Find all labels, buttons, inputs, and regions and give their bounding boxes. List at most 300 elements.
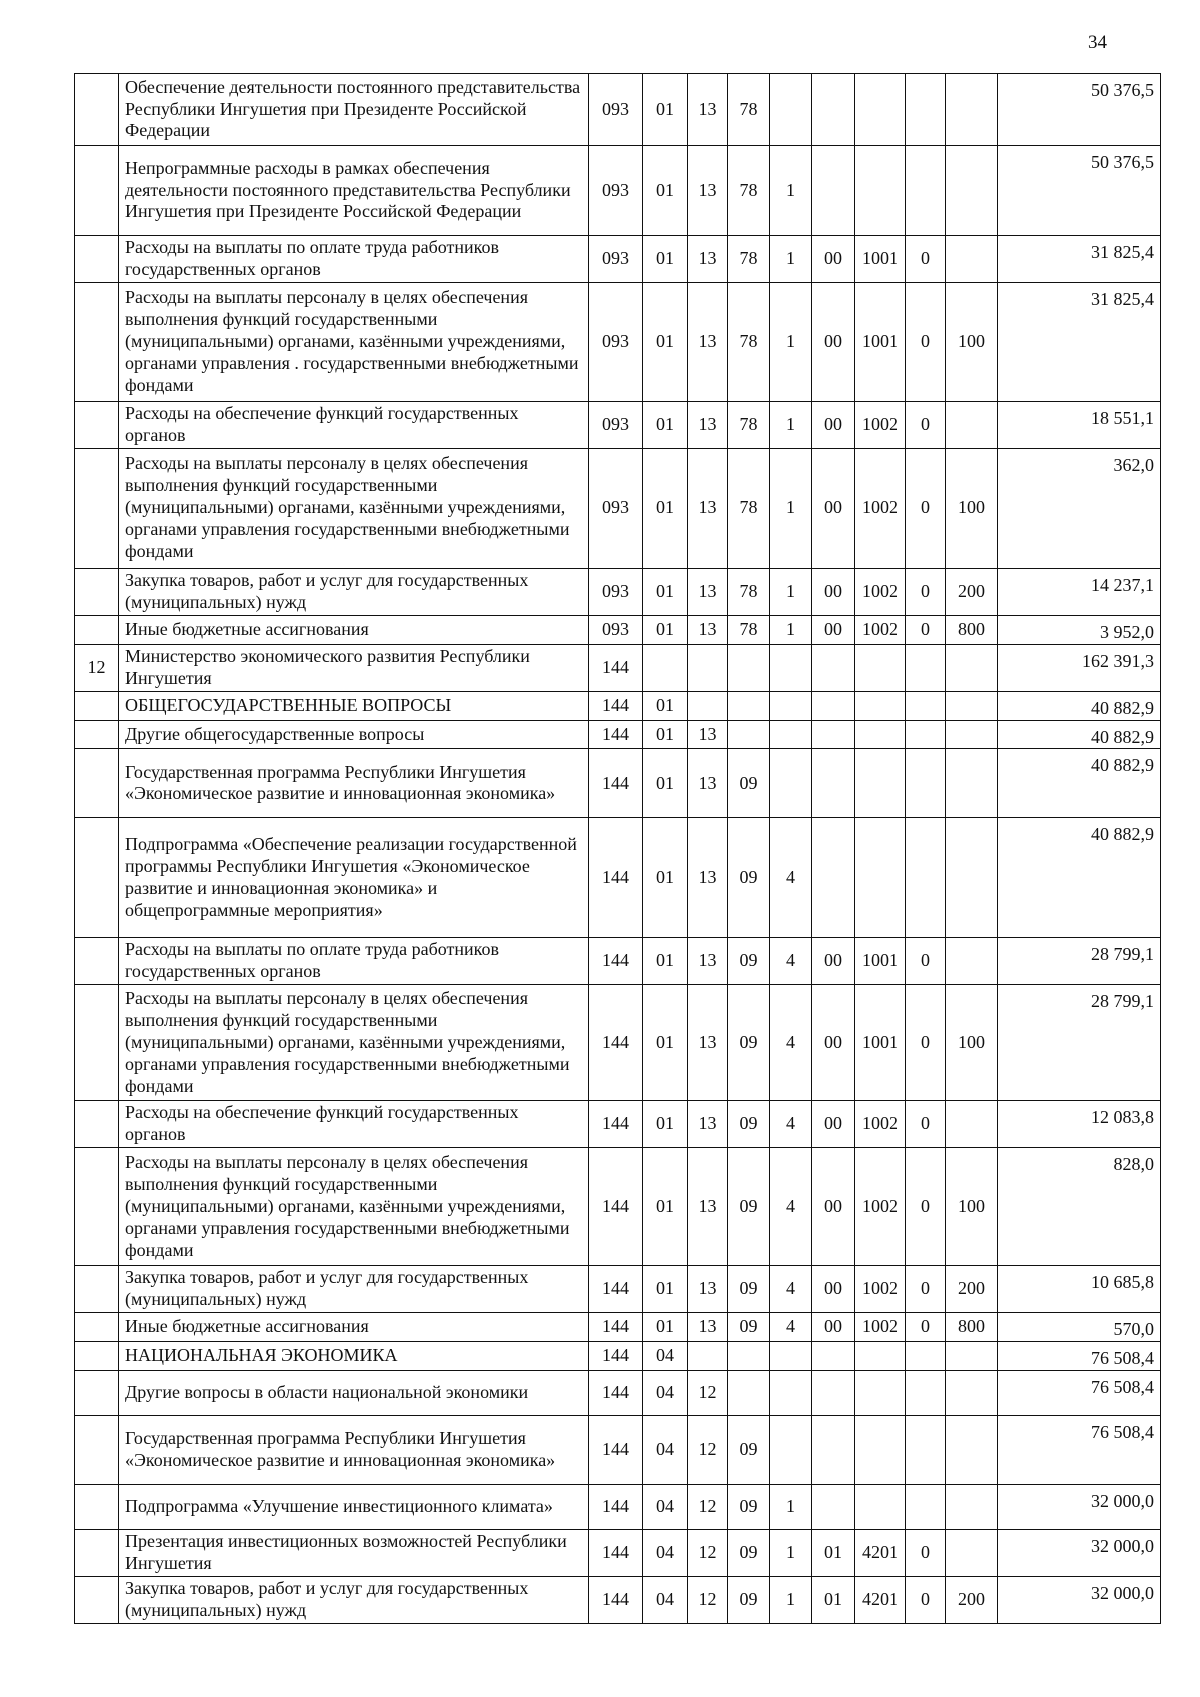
direction-code-cell [855, 1371, 906, 1416]
section-code-cell: 01 [643, 615, 688, 644]
program-code-cell: 78 [728, 236, 770, 283]
section-code-cell [643, 644, 688, 691]
ved-code-cell: 144 [589, 1485, 643, 1530]
target-code-cell [906, 818, 946, 938]
row-name-cell: Расходы на выплаты персоналу в целях обеспечения выполнения функций государственными (муниципальными) органами, казёнными учреждениями, органами управления . государственными внебюджетными фондами [119, 282, 589, 401]
program-code-cell: 78 [728, 282, 770, 401]
expense-type-cell [946, 1101, 998, 1148]
row-name-cell: НАЦИОНАЛЬНАЯ ЭКОНОМИКА [119, 1342, 589, 1371]
target-code-cell [906, 644, 946, 691]
amount-cell: 162 391,3 [998, 644, 1161, 691]
row-name-cell: Иные бюджетные ассигнования [119, 1313, 589, 1342]
expense-type-cell: 100 [946, 1148, 998, 1266]
event-code-cell: 00 [812, 448, 855, 568]
section-code-cell: 01 [643, 1148, 688, 1266]
amount-cell: 3 952,0 [998, 615, 1161, 644]
amount-cell: 828,0 [998, 1148, 1161, 1266]
section-code-cell: 04 [643, 1530, 688, 1577]
table-row [75, 938, 1161, 985]
table-row [75, 1266, 1161, 1313]
target-code-cell: 0 [906, 236, 946, 283]
subprogram-code-cell: 1 [770, 282, 812, 401]
subsection-code-cell: 13 [688, 749, 728, 818]
row-name-cell: ОБЩЕГОСУДАРСТВЕННЫЕ ВОПРОСЫ [119, 691, 589, 720]
row-number-cell [75, 615, 119, 644]
ved-code-cell: 144 [589, 1577, 643, 1624]
section-code-cell: 04 [643, 1416, 688, 1485]
program-code-cell [728, 1371, 770, 1416]
row-name-cell: Расходы на выплаты по оплате труда работников государственных органов [119, 236, 589, 283]
row-number-cell [75, 1313, 119, 1342]
event-code-cell: 00 [812, 236, 855, 283]
table-row [75, 1342, 1161, 1371]
row-number-cell [75, 1148, 119, 1266]
target-code-cell: 0 [906, 615, 946, 644]
program-code-cell: 09 [728, 1101, 770, 1148]
row-name-cell: Другие вопросы в области национальной экономики [119, 1371, 589, 1416]
expense-type-cell [946, 1416, 998, 1485]
amount-cell: 14 237,1 [998, 568, 1161, 615]
subprogram-code-cell: 1 [770, 1577, 812, 1624]
amount-cell: 31 825,4 [998, 282, 1161, 401]
subsection-code-cell: 13 [688, 1266, 728, 1313]
section-code-cell: 01 [643, 720, 688, 749]
section-code-cell: 01 [643, 236, 688, 283]
direction-code-cell [855, 644, 906, 691]
amount-cell: 40 882,9 [998, 720, 1161, 749]
subprogram-code-cell: 4 [770, 985, 812, 1101]
row-number-cell [75, 1577, 119, 1624]
row-name-cell: Презентация инвестиционных возможностей Республики Ингушетия [119, 1530, 589, 1577]
direction-code-cell: 1002 [855, 401, 906, 448]
subsection-code-cell: 13 [688, 448, 728, 568]
event-code-cell: 00 [812, 401, 855, 448]
table-row [75, 1101, 1161, 1148]
row-number-cell [75, 818, 119, 938]
table-row [75, 1148, 1161, 1266]
target-code-cell: 0 [906, 1577, 946, 1624]
event-code-cell [812, 1371, 855, 1416]
expense-type-cell: 100 [946, 985, 998, 1101]
amount-cell: 76 508,4 [998, 1342, 1161, 1371]
program-code-cell: 09 [728, 1266, 770, 1313]
budget-table [74, 73, 1161, 1624]
row-number-cell [75, 938, 119, 985]
expense-type-cell [946, 749, 998, 818]
section-code-cell: 01 [643, 818, 688, 938]
row-number-cell [75, 1342, 119, 1371]
target-code-cell: 0 [906, 1313, 946, 1342]
table-row [75, 818, 1161, 938]
section-code-cell: 01 [643, 749, 688, 818]
table-row [75, 1485, 1161, 1530]
amount-cell: 76 508,4 [998, 1371, 1161, 1416]
direction-code-cell: 1001 [855, 282, 906, 401]
section-code-cell: 01 [643, 282, 688, 401]
direction-code-cell [855, 749, 906, 818]
row-number-cell: 12 [75, 644, 119, 691]
row-name-cell: Расходы на обеспечение функций государственных органов [119, 401, 589, 448]
ved-code-cell: 144 [589, 720, 643, 749]
ved-code-cell: 144 [589, 1266, 643, 1313]
program-code-cell: 09 [728, 1313, 770, 1342]
row-number-cell [75, 1101, 119, 1148]
ved-code-cell: 144 [589, 1101, 643, 1148]
program-code-cell: 78 [728, 401, 770, 448]
ved-code-cell: 144 [589, 1148, 643, 1266]
direction-code-cell [855, 1485, 906, 1530]
direction-code-cell: 1002 [855, 1313, 906, 1342]
subprogram-code-cell: 4 [770, 818, 812, 938]
target-code-cell: 0 [906, 568, 946, 615]
ved-code-cell: 144 [589, 938, 643, 985]
program-code-cell: 09 [728, 818, 770, 938]
expense-type-cell [946, 691, 998, 720]
row-number-cell [75, 401, 119, 448]
subsection-code-cell: 12 [688, 1530, 728, 1577]
direction-code-cell: 4201 [855, 1530, 906, 1577]
target-code-cell [906, 749, 946, 818]
event-code-cell [812, 818, 855, 938]
program-code-cell: 78 [728, 568, 770, 615]
program-code-cell: 09 [728, 985, 770, 1101]
program-code-cell: 78 [728, 74, 770, 146]
amount-cell: 32 000,0 [998, 1530, 1161, 1577]
table-row [75, 1416, 1161, 1485]
row-name-cell: Расходы на выплаты персоналу в целях обеспечения выполнения функций государственными (муниципальными) органами, казёнными учреждениями, органами управления государственными внебюджетными фондами [119, 985, 589, 1101]
subsection-code-cell: 13 [688, 282, 728, 401]
event-code-cell: 00 [812, 1101, 855, 1148]
subprogram-code-cell: 1 [770, 448, 812, 568]
expense-type-cell [946, 818, 998, 938]
program-code-cell: 09 [728, 1577, 770, 1624]
ved-code-cell: 093 [589, 448, 643, 568]
expense-type-cell [946, 938, 998, 985]
row-number-cell [75, 1371, 119, 1416]
subsection-code-cell: 13 [688, 1313, 728, 1342]
row-name-cell: Закупка товаров, работ и услуг для государственных (муниципальных) нужд [119, 1266, 589, 1313]
amount-cell: 40 882,9 [998, 749, 1161, 818]
program-code-cell: 09 [728, 1416, 770, 1485]
amount-cell: 28 799,1 [998, 985, 1161, 1101]
subsection-code-cell: 13 [688, 146, 728, 236]
program-code-cell: 09 [728, 1530, 770, 1577]
row-number-cell [75, 1416, 119, 1485]
subprogram-code-cell [770, 720, 812, 749]
ved-code-cell: 144 [589, 691, 643, 720]
page-number: 34 [1088, 32, 1107, 53]
table-row [75, 644, 1161, 691]
section-code-cell: 04 [643, 1485, 688, 1530]
direction-code-cell [855, 1416, 906, 1485]
ved-code-cell: 144 [589, 1371, 643, 1416]
row-number-cell [75, 985, 119, 1101]
row-number-cell [75, 720, 119, 749]
amount-cell: 50 376,5 [998, 74, 1161, 146]
subprogram-code-cell: 4 [770, 1101, 812, 1148]
ved-code-cell: 093 [589, 615, 643, 644]
row-name-cell: Расходы на выплаты персоналу в целях обеспечения выполнения функций государственными (муниципальными) органами, казёнными учреждениями, органами управления государственными внебюджетными фондами [119, 448, 589, 568]
ved-code-cell: 144 [589, 1342, 643, 1371]
event-code-cell [812, 644, 855, 691]
subprogram-code-cell [770, 644, 812, 691]
subsection-code-cell: 13 [688, 615, 728, 644]
expense-type-cell [946, 1530, 998, 1577]
table-row [75, 236, 1161, 283]
subprogram-code-cell: 1 [770, 1530, 812, 1577]
subsection-code-cell [688, 691, 728, 720]
amount-cell: 570,0 [998, 1313, 1161, 1342]
event-code-cell [812, 1342, 855, 1371]
expense-type-cell: 100 [946, 448, 998, 568]
section-code-cell: 01 [643, 1313, 688, 1342]
event-code-cell: 01 [812, 1530, 855, 1577]
row-number-cell [75, 146, 119, 236]
program-code-cell [728, 644, 770, 691]
row-number-cell [75, 691, 119, 720]
subprogram-code-cell: 1 [770, 615, 812, 644]
program-code-cell: 78 [728, 146, 770, 236]
direction-code-cell: 1002 [855, 1101, 906, 1148]
direction-code-cell: 1002 [855, 568, 906, 615]
ved-code-cell: 093 [589, 146, 643, 236]
event-code-cell: 00 [812, 1313, 855, 1342]
expense-type-cell: 200 [946, 568, 998, 615]
ved-code-cell: 144 [589, 749, 643, 818]
amount-cell: 32 000,0 [998, 1485, 1161, 1530]
amount-cell: 31 825,4 [998, 236, 1161, 283]
direction-code-cell: 1001 [855, 985, 906, 1101]
subsection-code-cell: 12 [688, 1416, 728, 1485]
section-code-cell: 01 [643, 401, 688, 448]
program-code-cell: 78 [728, 615, 770, 644]
expense-type-cell: 800 [946, 615, 998, 644]
expense-type-cell: 800 [946, 1313, 998, 1342]
target-code-cell: 0 [906, 282, 946, 401]
ved-code-cell: 093 [589, 74, 643, 146]
program-code-cell [728, 691, 770, 720]
subprogram-code-cell: 1 [770, 401, 812, 448]
row-name-cell: Непрограммные расходы в рамках обеспечения деятельности постоянного представительства Республики Ингушетия при Президенте Российской Федерации [119, 146, 589, 236]
row-name-cell: Расходы на выплаты по оплате труда работников государственных органов [119, 938, 589, 985]
subsection-code-cell: 13 [688, 74, 728, 146]
section-code-cell: 01 [643, 938, 688, 985]
expense-type-cell [946, 1342, 998, 1371]
subsection-code-cell: 12 [688, 1371, 728, 1416]
table-row [75, 1577, 1161, 1624]
row-name-cell: Подпрограмма «Обеспечение реализации государственной программы Республики Ингушетия «Экономическое развитие и инновационная экономика» и общепрограммные мероприятия» [119, 818, 589, 938]
direction-code-cell: 1002 [855, 1148, 906, 1266]
row-name-cell: Иные бюджетные ассигнования [119, 615, 589, 644]
subprogram-code-cell [770, 749, 812, 818]
expense-type-cell [946, 236, 998, 283]
table-row [75, 282, 1161, 401]
direction-code-cell [855, 818, 906, 938]
subsection-code-cell: 13 [688, 938, 728, 985]
section-code-cell: 01 [643, 1101, 688, 1148]
row-name-cell: Государственная программа Республики Ингушетия «Экономическое развитие и инновационная экономика» [119, 749, 589, 818]
amount-cell: 40 882,9 [998, 691, 1161, 720]
subsection-code-cell [688, 1342, 728, 1371]
subsection-code-cell: 13 [688, 720, 728, 749]
expense-type-cell [946, 74, 998, 146]
program-code-cell: 09 [728, 1485, 770, 1530]
row-name-cell: Государственная программа Республики Ингушетия «Экономическое развитие и инновационная экономика» [119, 1416, 589, 1485]
event-code-cell: 00 [812, 938, 855, 985]
subprogram-code-cell [770, 1371, 812, 1416]
target-code-cell [906, 1416, 946, 1485]
table-row [75, 985, 1161, 1101]
event-code-cell: 00 [812, 1266, 855, 1313]
row-name-cell: Подпрограмма «Улучшение инвестиционного климата» [119, 1485, 589, 1530]
ved-code-cell: 144 [589, 644, 643, 691]
row-number-cell [75, 74, 119, 146]
event-code-cell: 00 [812, 985, 855, 1101]
direction-code-cell [855, 146, 906, 236]
direction-code-cell [855, 691, 906, 720]
table-row [75, 401, 1161, 448]
amount-cell: 32 000,0 [998, 1577, 1161, 1624]
amount-cell: 40 882,9 [998, 818, 1161, 938]
amount-cell: 10 685,8 [998, 1266, 1161, 1313]
event-code-cell [812, 720, 855, 749]
section-code-cell: 01 [643, 985, 688, 1101]
subprogram-code-cell: 1 [770, 146, 812, 236]
event-code-cell [812, 146, 855, 236]
event-code-cell: 00 [812, 1148, 855, 1266]
event-code-cell [812, 749, 855, 818]
ved-code-cell: 093 [589, 236, 643, 283]
row-name-cell: Другие общегосударственные вопросы [119, 720, 589, 749]
ved-code-cell: 093 [589, 282, 643, 401]
direction-code-cell [855, 720, 906, 749]
table-row [75, 691, 1161, 720]
subprogram-code-cell [770, 1416, 812, 1485]
section-code-cell: 01 [643, 691, 688, 720]
row-name-cell: Закупка товаров, работ и услуг для государственных (муниципальных) нужд [119, 568, 589, 615]
ved-code-cell: 144 [589, 1416, 643, 1485]
expense-type-cell [946, 1371, 998, 1416]
table-row [75, 615, 1161, 644]
ved-code-cell: 093 [589, 568, 643, 615]
event-code-cell [812, 691, 855, 720]
row-number-cell [75, 1530, 119, 1577]
expense-type-cell: 200 [946, 1577, 998, 1624]
target-code-cell: 0 [906, 1266, 946, 1313]
section-code-cell: 01 [643, 74, 688, 146]
subsection-code-cell: 13 [688, 1101, 728, 1148]
row-number-cell [75, 282, 119, 401]
row-number-cell [75, 568, 119, 615]
program-code-cell: 09 [728, 938, 770, 985]
ved-code-cell: 144 [589, 985, 643, 1101]
expense-type-cell: 200 [946, 1266, 998, 1313]
expense-type-cell [946, 644, 998, 691]
section-code-cell: 01 [643, 146, 688, 236]
ved-code-cell: 144 [589, 1313, 643, 1342]
target-code-cell [906, 691, 946, 720]
ved-code-cell: 144 [589, 1530, 643, 1577]
section-code-cell: 04 [643, 1342, 688, 1371]
event-code-cell [812, 1485, 855, 1530]
section-code-cell: 04 [643, 1577, 688, 1624]
table-row [75, 1313, 1161, 1342]
subprogram-code-cell: 4 [770, 938, 812, 985]
target-code-cell [906, 146, 946, 236]
amount-cell: 12 083,8 [998, 1101, 1161, 1148]
event-code-cell [812, 1416, 855, 1485]
amount-cell: 50 376,5 [998, 146, 1161, 236]
direction-code-cell: 1002 [855, 1266, 906, 1313]
subprogram-code-cell: 4 [770, 1266, 812, 1313]
subprogram-code-cell [770, 691, 812, 720]
subprogram-code-cell: 4 [770, 1313, 812, 1342]
amount-cell: 28 799,1 [998, 938, 1161, 985]
event-code-cell: 00 [812, 568, 855, 615]
row-number-cell [75, 448, 119, 568]
table-row [75, 1371, 1161, 1416]
section-code-cell: 01 [643, 568, 688, 615]
row-number-cell [75, 1485, 119, 1530]
expense-type-cell [946, 146, 998, 236]
subsection-code-cell: 13 [688, 401, 728, 448]
section-code-cell: 01 [643, 1266, 688, 1313]
subprogram-code-cell [770, 74, 812, 146]
subprogram-code-cell [770, 1342, 812, 1371]
row-name-cell: Обеспечение деятельности постоянного представительства Республики Ингушетия при Президенте Российской Федерации [119, 74, 589, 146]
target-code-cell: 0 [906, 985, 946, 1101]
row-number-cell [75, 749, 119, 818]
amount-cell: 76 508,4 [998, 1416, 1161, 1485]
subsection-code-cell [688, 644, 728, 691]
section-code-cell: 01 [643, 448, 688, 568]
table-row [75, 568, 1161, 615]
event-code-cell: 00 [812, 615, 855, 644]
row-name-cell: Министерство экономического развития Республики Ингушетия [119, 644, 589, 691]
direction-code-cell: 1002 [855, 448, 906, 568]
expense-type-cell [946, 401, 998, 448]
table-row [75, 720, 1161, 749]
table-row [75, 448, 1161, 568]
table-row [75, 146, 1161, 236]
subsection-code-cell: 12 [688, 1577, 728, 1624]
ved-code-cell: 144 [589, 818, 643, 938]
target-code-cell [906, 74, 946, 146]
expense-type-cell [946, 1485, 998, 1530]
subprogram-code-cell: 1 [770, 236, 812, 283]
subprogram-code-cell: 4 [770, 1148, 812, 1266]
direction-code-cell [855, 1342, 906, 1371]
subprogram-code-cell: 1 [770, 1485, 812, 1530]
amount-cell: 362,0 [998, 448, 1161, 568]
table-row [75, 74, 1161, 146]
target-code-cell [906, 720, 946, 749]
subsection-code-cell: 13 [688, 818, 728, 938]
subsection-code-cell: 12 [688, 1485, 728, 1530]
target-code-cell: 0 [906, 1101, 946, 1148]
target-code-cell [906, 1342, 946, 1371]
direction-code-cell: 1002 [855, 615, 906, 644]
row-name-cell: Расходы на обеспечение функций государственных органов [119, 1101, 589, 1148]
subsection-code-cell: 13 [688, 985, 728, 1101]
target-code-cell [906, 1485, 946, 1530]
event-code-cell: 00 [812, 282, 855, 401]
event-code-cell [812, 74, 855, 146]
expense-type-cell [946, 720, 998, 749]
subsection-code-cell: 13 [688, 236, 728, 283]
table-row [75, 1530, 1161, 1577]
program-code-cell: 09 [728, 1148, 770, 1266]
